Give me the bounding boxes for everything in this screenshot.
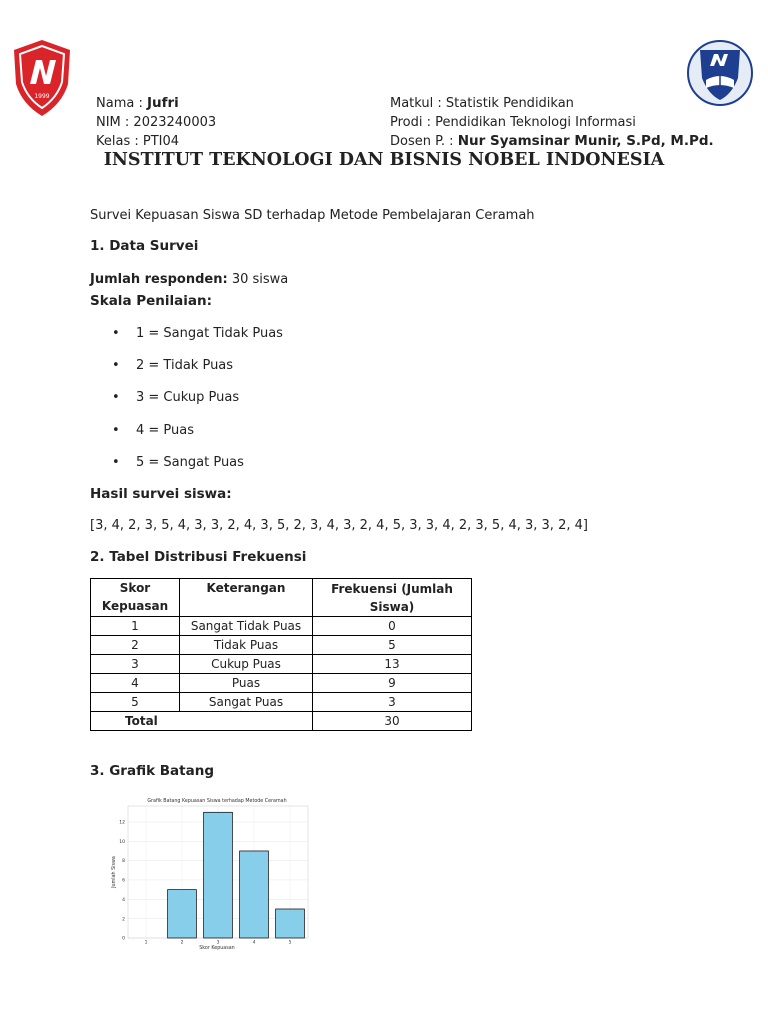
section-data-survei: 1. Data Survei — [90, 238, 199, 254]
kelas-label: Kelas : — [96, 134, 143, 149]
x-tick-label: 3 — [216, 940, 220, 946]
list-item: • 3 = Cukup Puas — [112, 390, 283, 422]
table-cell: 5 — [91, 693, 180, 712]
y-tick-label: 4 — [122, 897, 125, 903]
chart-ylabel: Jumlah Siswa — [112, 856, 117, 888]
frequency-table — [90, 578, 472, 731]
table-cell: Puas — [180, 674, 313, 693]
hasil-label: Hasil survei siswa: — [90, 486, 232, 502]
kelas-value: PTI04 — [142, 134, 180, 149]
dosen-value: Nur Syamsinar Munir, S.Pd, M.Pd. — [457, 133, 714, 149]
hasil-values: [3, 4, 2, 3, 5, 4, 3, 3, 2, 4, 3, 5, 2, 3, 4, 3, 2, 4, 5, 3, 3, 4, 2, 3, 5, 4, 3, 3, 2, 4] — [90, 518, 588, 533]
bar-4 — [240, 851, 269, 938]
total-label: Total — [91, 712, 313, 731]
survey-subtitle: Survei Kepuasan Siswa SD terhadap Metode Pembelajaran Ceramah — [90, 208, 535, 223]
section-tabel: 2. Tabel Distribusi Frekuensi — [90, 549, 307, 565]
list-item: • 1 = Sangat Tidak Puas — [112, 326, 283, 358]
logo-year: 1999 — [34, 93, 50, 100]
header-frekuensi: Frekuensi (Jumlah Siswa) — [313, 579, 472, 617]
y-tick-label: 2 — [122, 917, 125, 923]
nim-value: 2023240003 — [133, 115, 217, 130]
responden-label: Jumlah responden: — [90, 272, 228, 287]
bar-chart-svg — [110, 794, 316, 952]
header-keterangan: Keterangan — [180, 579, 313, 617]
table-header-row — [91, 579, 472, 617]
bar-3 — [204, 812, 233, 938]
table-total-row — [91, 712, 472, 731]
header-skor: Skor Kepuasan — [91, 579, 180, 617]
responden-value: 30 siswa — [227, 272, 289, 287]
student-info — [96, 94, 216, 151]
x-tick-label: 5 — [288, 940, 292, 946]
dosen-label: Dosen P. : — [390, 134, 458, 149]
matkul-value: Statistik Pendidikan — [445, 96, 574, 111]
table-cell: Tidak Puas — [180, 636, 313, 655]
y-tick-label: 8 — [122, 859, 125, 865]
prodi-label: Prodi : — [390, 115, 436, 130]
table-row — [91, 674, 472, 693]
table-cell: 3 — [91, 655, 180, 674]
x-tick-label: 1 — [144, 940, 148, 946]
table-cell: Sangat Puas — [180, 693, 313, 712]
bar-5 — [276, 909, 305, 938]
table-cell: Sangat Tidak Puas — [180, 617, 313, 636]
table-cell: 9 — [313, 674, 472, 693]
total-value: 30 — [313, 712, 472, 731]
responden-line — [90, 272, 288, 287]
chart-xlabel: Skor Kepuasan — [199, 946, 235, 951]
scale-list — [112, 326, 283, 487]
table-cell: 13 — [313, 655, 472, 674]
y-tick-label: 10 — [119, 839, 125, 845]
list-item: • 2 = Tidak Puas — [112, 358, 283, 390]
bar-chart — [110, 794, 316, 952]
prodi-value: Pendidikan Teknologi Informasi — [435, 115, 636, 130]
table-cell: 1 — [91, 617, 180, 636]
table-row — [91, 617, 472, 636]
table-cell: Cukup Puas — [180, 655, 313, 674]
table-row — [91, 636, 472, 655]
table-cell: 5 — [313, 636, 472, 655]
skala-label: Skala Penilaian: — [90, 293, 213, 309]
list-item: • 4 = Puas — [112, 423, 283, 455]
y-tick-label: 6 — [122, 878, 125, 884]
list-item: • 5 = Sangat Puas — [112, 455, 283, 487]
table-cell: 4 — [91, 674, 180, 693]
table-cell: 3 — [313, 693, 472, 712]
itb-nobel-logo-left — [10, 38, 74, 120]
table-cell: 0 — [313, 617, 472, 636]
section-grafik: 3. Grafik Batang — [90, 763, 214, 779]
y-tick-label: 12 — [119, 820, 125, 826]
table-cell: 2 — [91, 636, 180, 655]
bar-2 — [168, 890, 197, 938]
institution-title: INSTITUT TEKNOLOGI DAN BISNIS NOBEL INDONESIA — [103, 150, 665, 170]
matkul-label: Matkul : — [390, 96, 446, 111]
nama-value: Jufri — [146, 95, 179, 111]
x-tick-label: 4 — [252, 940, 256, 946]
y-tick-label: 0 — [122, 936, 125, 942]
table-row — [91, 655, 472, 674]
x-tick-label: 2 — [180, 940, 184, 946]
nim-label: NIM : — [96, 115, 134, 130]
nama-label: Nama : — [96, 96, 147, 111]
course-info — [390, 94, 714, 151]
chart-title: Grafik Batang Kepuasan Siswa terhadap Metode Ceramah — [147, 799, 287, 804]
table-row — [91, 693, 472, 712]
